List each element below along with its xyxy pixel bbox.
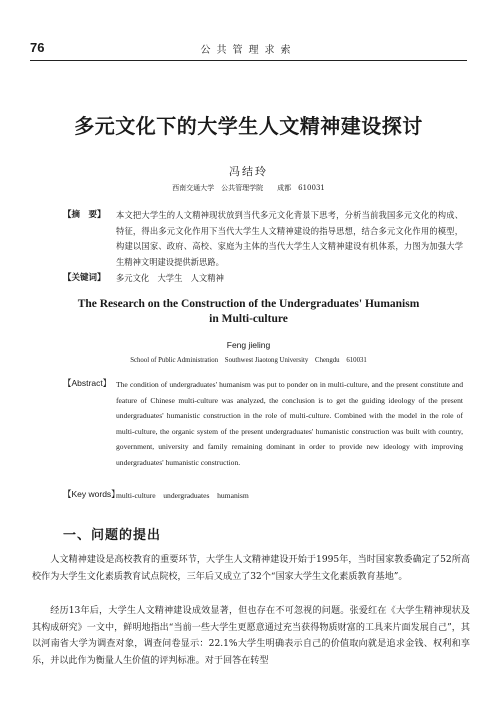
abstract-cn-text: 本文把大学生的人文精神现状放到当代多元文化背景下思考，分析当前我国多元文化的构成、特征，得出多元文化作用下当代大学生人文精神建设的指导思想，结合多元文化作用的模型，构建以国家、政府、高校、家庭为主体的当代大学生人文精神建设有机体系，力图为加强大学生精神文明建设提供新思路。 <box>116 210 463 267</box>
keywords-en-block <box>63 488 463 504</box>
paper-title-en-line1: The Research on the Construction of the Undergraduates' Humanism <box>77 298 420 310</box>
author-cn: 冯结玲 <box>229 165 268 178</box>
paper-title-en-line2: in Multi-culture <box>209 313 288 325</box>
section-heading: 一、问题的提出 <box>63 528 162 543</box>
header-rule <box>30 60 467 61</box>
body-paragraph-2: 经历13年后，大学生人文精神建设成效显著，但也存在不可忽视的问题。张爱红在《大学生精神现状及其构成研究》一文中，鲜明地指出“当前一些大学生更愿意通过充当获得物质财富的工具来片面发展自己”，其以河南省大学为调查对象，调查问卷显示：22.1%大学生明确表示自己的价值取向就是追求金钱、权利和享乐，并以此作为衡量人生价值的评判标准。对于回答在转型 <box>32 606 470 666</box>
abstract-en-block <box>63 377 463 485</box>
abstract-en-label: 【Abstract】 <box>63 378 112 388</box>
keywords-en-text: multi-culture undergraduates humanism <box>116 491 249 500</box>
page-number: 76 <box>30 40 45 55</box>
abstract-cn-label: 【摘 要】 <box>63 210 106 220</box>
keywords-cn-block <box>63 271 463 287</box>
paper-title-en <box>0 297 497 327</box>
affiliation-en: School of Public Administration Southwest Jiaotong University Chengdu 610031 <box>130 357 367 364</box>
affiliation-cn: 西南交通大学 公共管理学院 成都 610031 <box>172 184 325 192</box>
abstract-cn-block <box>63 208 463 270</box>
keywords-cn-label: 【关键词】 <box>63 273 106 283</box>
keywords-en-label: 【Key words】 <box>63 489 120 499</box>
author-en: Feng jieling <box>226 340 271 350</box>
journal-name: 公共管理求索 <box>200 45 297 56</box>
paper-title-cn: 多元文化下的大学生人文精神建设探讨 <box>74 114 423 138</box>
keywords-cn-text: 多元文化 大学生 人文精神 <box>116 273 224 283</box>
abstract-en-text: The condition of undergraduates' humanism was put to ponder on in multi-culture, and the present constitute and feature of Chinese multi-culture was analyzed, the conclusion is to get the guiding ideology of the present undergraduates' humanistic construction in the role of multi-culture. Combined with the model in the role of multi-culture, the organic system of the present undergraduates' humanistic construction was built with country, government, university and family remaining dominant in order to provide new ideology with improving undergraduates' humanistic construction. <box>116 380 463 467</box>
running-header <box>30 38 467 60</box>
body-paragraph-1: 人文精神建设是高校教育的重要环节，大学生人文精神建设开始于1995年，当时国家教委确定了52所高校作为大学生文化素质教育试点院校，三年后又成立了32个“国家大学生文化素质教育基地”。 <box>32 555 470 582</box>
